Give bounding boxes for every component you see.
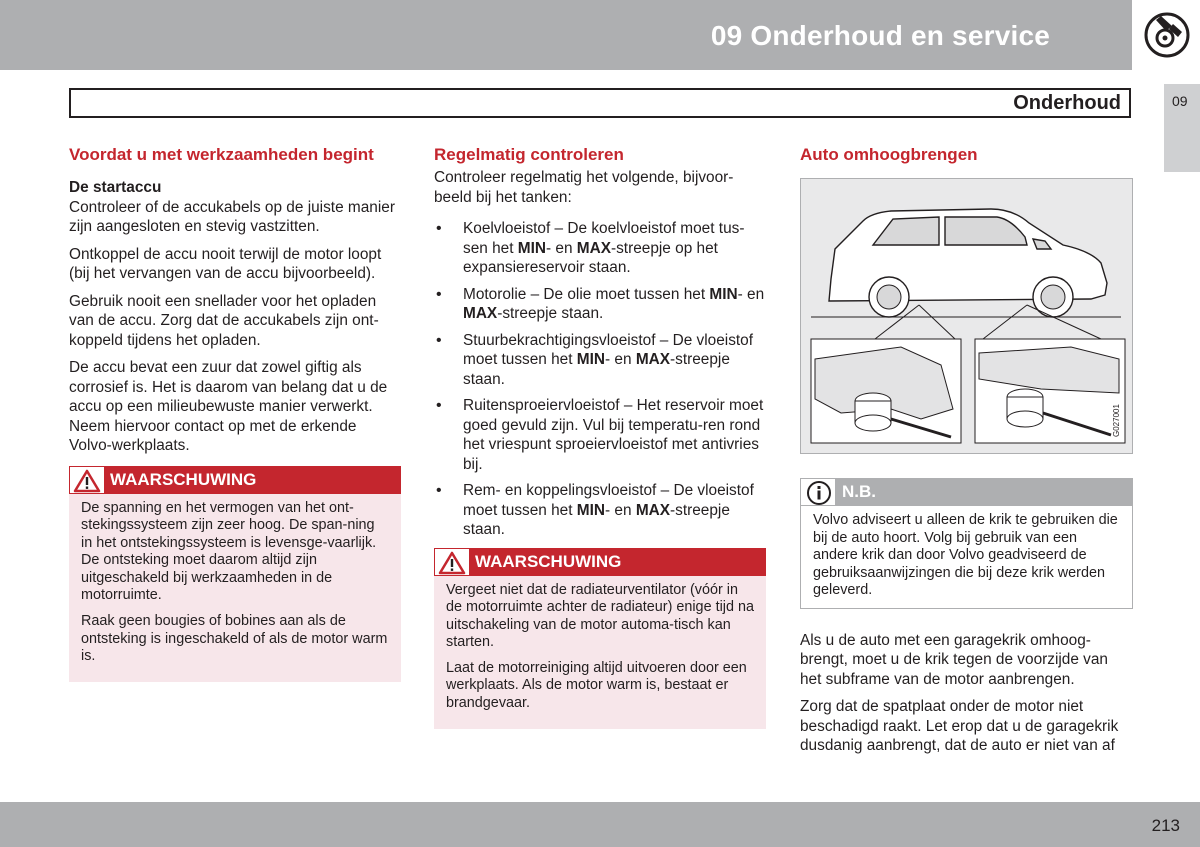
figure-code: G027001 (1112, 404, 1121, 437)
section-bar (69, 88, 1131, 118)
warning-header (434, 548, 766, 576)
warning-icon-box (434, 548, 470, 576)
chapter-tab (1164, 84, 1200, 172)
column-2 (434, 144, 766, 729)
warning-paragraph: Vergeet niet dat de radiateurventilator (vóór in de motorruimte achter de radiateur) enige tijd na uitschakeling van de motor automa-tisch kan starten. (446, 581, 754, 651)
note-title: N.B. (842, 482, 876, 501)
col1-paragraph: Controleer of de accukabels op de juiste manier zijn aangesloten en stevig vastzitten. (69, 198, 395, 235)
col1-paragraph: Gebruik nooit een snellader voor het opladen van de accu. Zorg dat de accukabels zijn ont-koppeld tijdens het opladen. (69, 292, 379, 349)
car-lift-diagram (801, 179, 1132, 453)
col3-paragraph: Zorg dat de spatplaat onder de motor niet beschadigd raakt. Let erop dat u de garagekrik dusdanig aanbrengt, dat de auto er niet van af (800, 698, 1119, 755)
info-icon (806, 480, 832, 506)
column-1 (69, 144, 401, 682)
warning-header (69, 466, 401, 494)
warning-icon-box (69, 466, 105, 494)
col2-intro: Controleer regelmatig het volgende, bijvoor-beeld bij het tanken: (434, 169, 734, 206)
warning-triangle-icon (438, 551, 466, 575)
warning-box (69, 466, 401, 682)
warning-title: WAARSCHUWING (475, 551, 622, 571)
warning-paragraph: De spanning en het vermogen van het ont-stekingssysteem zijn zeer hoog. De span-ning in het ontstekingssysteem is levensge-vaarlijk. De ontsteking moet daarom altijd zijn uitgeschakeld bij werkzaamheden in de motorruimte. (81, 499, 377, 604)
check-list (434, 219, 766, 540)
warning-body (434, 576, 766, 729)
warning-paragraph: Laat de motorreiniging altijd uitvoeren door een werkplaats. Als de motor warm is, bestaat er brandgevaar. (446, 659, 747, 712)
page-number: 213 (1151, 816, 1180, 835)
note-icon-box (800, 478, 836, 506)
note-text: Volvo adviseert u alleen de krik te gebruiken die bij de auto hoort. Volg bij gebruik van een andere krik dan door Volvo geadviseerd de gebruiksaanwijzingen die bij deze krik werden geleverd. (813, 512, 1118, 599)
chapter-title: 09 Onderhoud en service (710, 20, 1050, 51)
warning-box (434, 548, 766, 729)
list-item: • Ruitensproeiervloeistof – Het reservoir moet goed gevuld zijn. Vul bij temperatu-ren rond het vriespunt sproeiervloeistof met antivries bij. (434, 396, 766, 474)
chapter-tab-label: 09 (1172, 93, 1188, 109)
list-item: • Stuurbekrachtigingsvloeistof – De vloeistof moet tussen het MIN- en MAX-streepje staan. (434, 331, 766, 390)
col2-heading: Regelmatig controleren (434, 145, 624, 164)
warning-title: WAARSCHUWING (110, 469, 257, 489)
col1-paragraph: De accu bevat een zuur dat zowel giftig als corrosief is. Het is daarom van belang dat u de accu op een milieubewuste manier verwerkt. Neem hiervoor contact op met de erkende Volvo-werkplaats. (69, 359, 388, 454)
section-title: Onderhoud (1013, 92, 1121, 114)
col3-heading: Auto omhoogbrengen (800, 145, 978, 164)
note-box (800, 478, 1133, 609)
column-3 (800, 144, 1133, 764)
col1-subheading: De startaccu (69, 179, 162, 196)
warning-paragraph: Raak geen bougies of bobines aan als de ontsteking is ingeschakeld of als de motor warm is. (81, 613, 388, 665)
chapter-icon-box (1132, 0, 1200, 70)
warning-body (69, 494, 401, 682)
list-item: • Motorolie – De olie moet tussen het MIN- en MAX-streepje staan. (434, 285, 766, 324)
col3-paragraph: Als u de auto met een garagekrik omhoog-brengt, moet u de krik tegen de voorzijde van het subframe van de motor aanbrengen. (800, 631, 1108, 688)
list-item: • Rem- en koppelingsvloeistof – De vloeistof moet tussen het MIN- en MAX-streepje staan. (434, 481, 766, 540)
col1-paragraph: Ontkoppel de accu nooit terwijl de motor loopt (bij het vervangen van de accu bijvoorbeeld). (69, 245, 382, 282)
col1-heading: Voordat u met werkzaamheden begint (69, 145, 374, 164)
chapter-header (0, 0, 1132, 70)
note-header (800, 478, 1133, 506)
note-body (800, 506, 1133, 609)
page-footer (0, 802, 1200, 847)
list-item: • Koelvloeistof – De koelvloeistof moet tus-sen het MIN- en MAX-streepje op het expansiereservoir staan. (434, 219, 766, 278)
car-jack-illustration (800, 178, 1133, 454)
warning-triangle-icon (73, 469, 101, 493)
wrench-gear-icon (1144, 12, 1190, 58)
